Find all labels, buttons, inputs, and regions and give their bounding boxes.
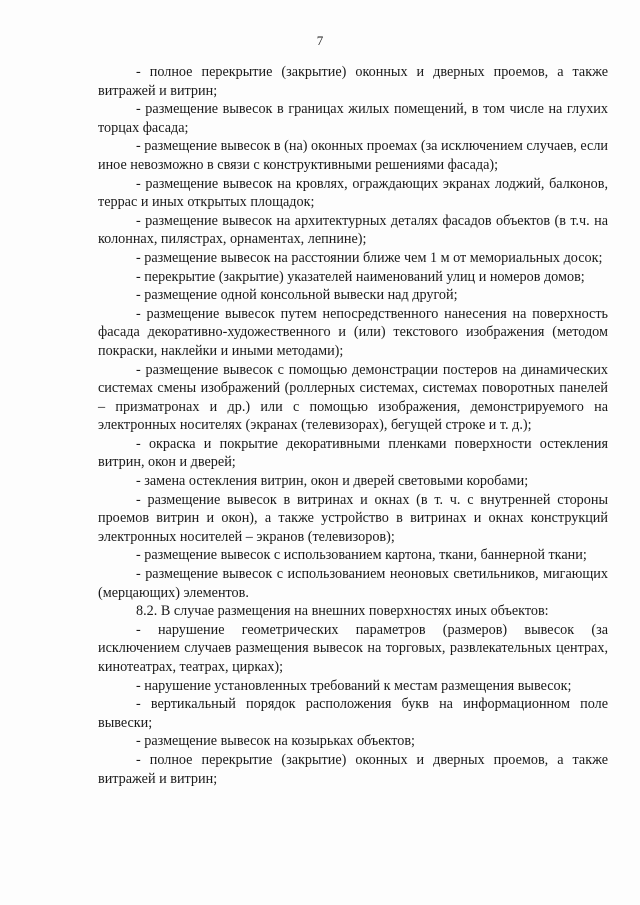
list-item: - размещение вывесок в витринах и окнах (в т. ч. с внутренней стороны проемов витрин и окон), а также устройство в витринах и окнах конструкций электронных носителей – экранов (телевизоров); [98, 491, 608, 545]
list-item: - нарушение геометрических параметров (размеров) вывесок (за исключением случаев размещения вывесок на торговых, развлекательных центрах, кинотеатрах, театрах, цирках); [98, 621, 608, 675]
list-item: - размещение вывесок на козырьках объектов; [136, 733, 415, 750]
list-item: - размещение вывесок с использованием картона, ткани, баннерной ткани; [136, 547, 587, 564]
list-item: - размещение вывесок с использованием неоновых светильников, мигающих (мерцающих) элементов. [98, 566, 608, 601]
list-item: - размещение вывесок в границах жилых помещений, в том числе на глухих торцах фасада; [98, 101, 608, 136]
list-item: - окраска и покрытие декоративными пленками поверхности остекления витрин, окон и дверей; [98, 435, 608, 471]
list-item: - полное перекрытие (закрытие) оконных и дверных проемов, а также витражей и витрин; [98, 751, 608, 787]
list-item: - полное перекрытие (закрытие) оконных и дверных проемов, а также витражей и витрин; [98, 64, 608, 99]
list-item: - вертикальный порядок расположения букв на информационном поле вывески; [98, 696, 608, 731]
document-body [98, 63, 608, 788]
list-item: - размещение вывесок на архитектурных деталях фасадов объектов (в т.ч. на колоннах, пилястрах, орнаментах, лепнине); [98, 212, 608, 248]
list-item: - размещение вывесок путем непосредственного нанесения на поверхность фасада декоративно-художественного и (или) текстового изображения (методом покраски, наклейки и иными методами); [98, 305, 608, 359]
list-item: - размещение одной консольной вывески над другой; [136, 287, 458, 304]
list-item: - замена остекления витрин, окон и дверей световыми коробами; [136, 473, 529, 490]
list-item: - размещение вывесок на кровлях, ограждающих экранах лоджий, балконов, террас и иных открытых площадок; [98, 175, 608, 211]
list-item: - размещение вывесок в (на) оконных проемах (за исключением случаев, если иное невозможно в связи с конструктивными решениями фасада); [98, 138, 608, 173]
list-item: - перекрытие (закрытие) указателей наименований улиц и номеров домов; [136, 268, 585, 285]
list-item: - нарушение установленных требований к местам размещения вывесок; [136, 677, 572, 694]
section-heading: 8.2. В случае размещения на внешних поверхностях иных объектов: [136, 603, 549, 620]
list-item: - размещение вывесок с помощью демонстрации постеров на динамических системах смены изображений (роллерных системах, системах поворотных панелей – призматронах и др.) или с помощью изображения, демонстрируемого на электронных носителях (экранах (телевизорах), бегущей строке и т. д.); [98, 361, 608, 434]
list-item: - размещение вывесок на расстоянии ближе чем 1 м от мемориальных досок; [136, 249, 603, 266]
page-number: 7 [316, 33, 324, 48]
